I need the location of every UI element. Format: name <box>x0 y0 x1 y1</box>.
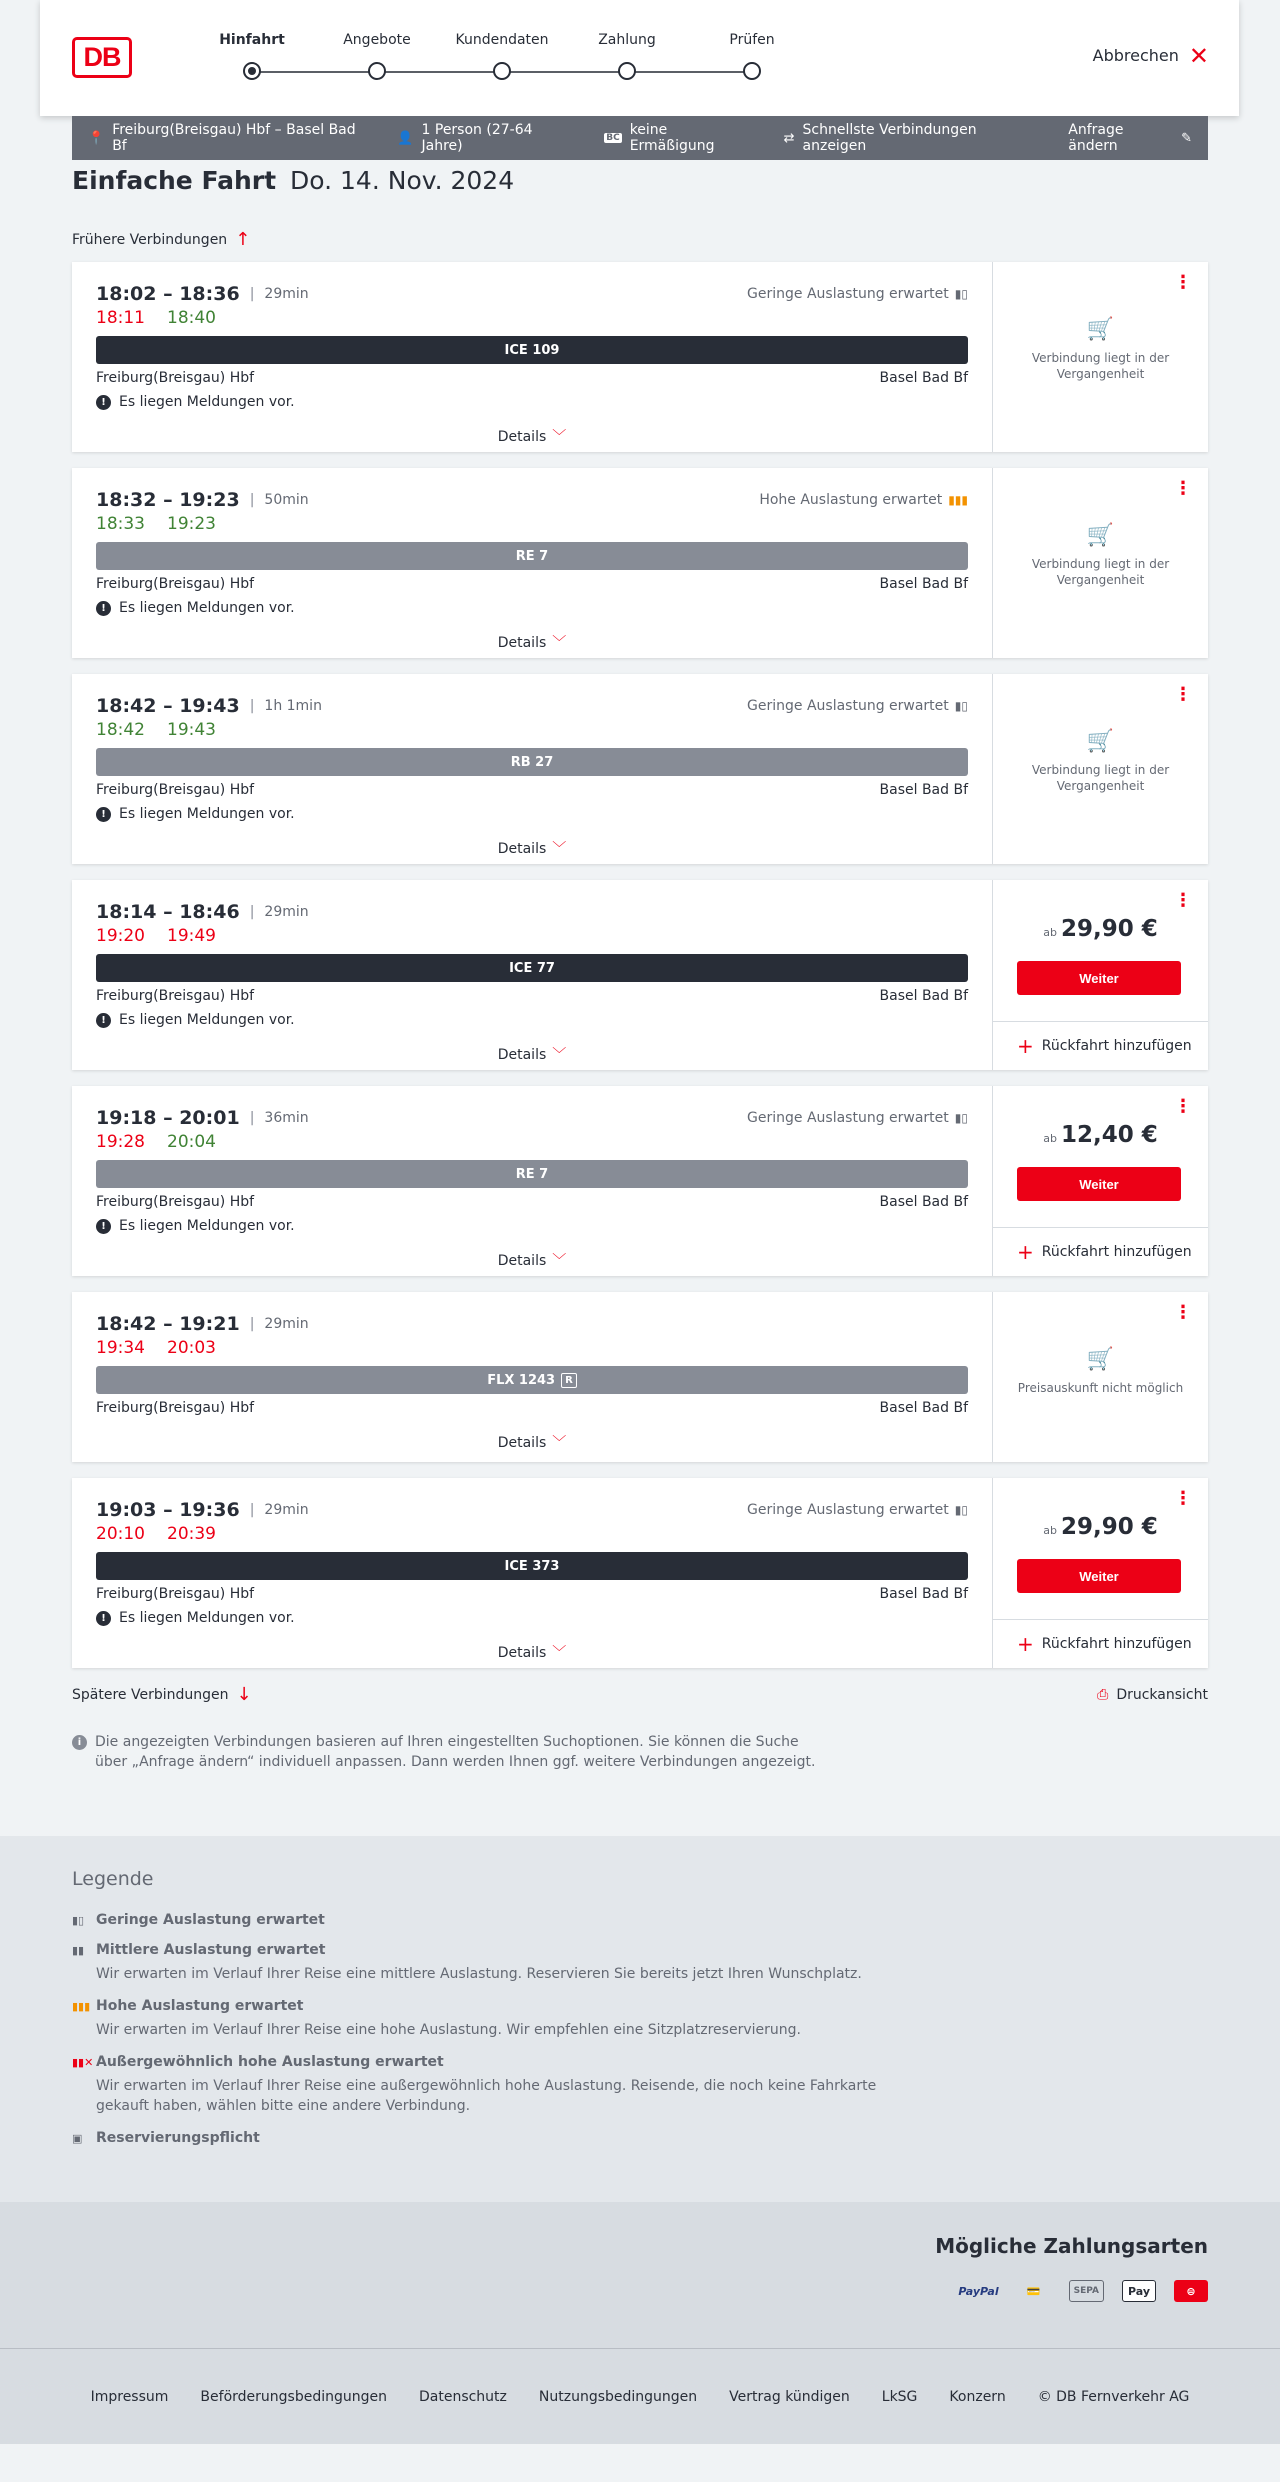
legend-item <box>72 1912 1208 1928</box>
alert-icon: ! <box>96 1013 111 1028</box>
legend-item <box>72 1998 1208 2040</box>
train-bar <box>96 542 968 570</box>
alert-icon: ! <box>96 1611 111 1626</box>
legend-item-title: Hohe Auslastung erwartet <box>96 1998 304 2014</box>
alert-icon: ! <box>96 807 111 822</box>
messages-label: Es liegen Meldungen vor. <box>119 1218 295 1234</box>
connection-duration: 1h 1min <box>264 698 322 714</box>
more-options-icon[interactable]: ⋮ <box>1174 1302 1192 1323</box>
connection-card[interactable] <box>72 262 1208 452</box>
load-indicator <box>747 698 968 714</box>
more-options-icon[interactable]: ⋮ <box>1174 1488 1192 1509</box>
train-name: ICE 373 <box>504 1558 560 1574</box>
realtime-departure: 18:11 <box>96 308 145 328</box>
price-prefix: ab <box>1043 1524 1057 1537</box>
price-value: 29,90 € <box>1060 1514 1158 1540</box>
train-name: RE 7 <box>515 1166 549 1182</box>
load-indicator <box>747 1502 968 1518</box>
legend-item-title: Mittlere Auslastung erwartet <box>96 1942 326 1958</box>
earlier-connections-link[interactable] <box>72 229 1208 250</box>
price-value: 29,90 € <box>1060 916 1158 942</box>
messages-label: Es liegen Meldungen vor. <box>119 1610 295 1626</box>
more-options-icon[interactable]: ⋮ <box>1174 272 1192 293</box>
earlier-label: Frühere Verbindungen <box>72 232 228 248</box>
continue-button[interactable]: Weiter <box>1017 1559 1181 1593</box>
past-label: Verbindung liegt in der Vergangenheit <box>1031 557 1170 587</box>
low-load-icon: ▮▯ <box>954 1111 968 1125</box>
destination-station: Basel Bad Bf <box>879 1400 968 1416</box>
connection-times: 18:14 – 18:46 <box>96 901 240 923</box>
messages-notice <box>96 1606 968 1630</box>
add-return-button[interactable] <box>993 1228 1208 1276</box>
connection-info <box>72 468 992 658</box>
cart-unavailable-icon: 🛒 <box>1086 317 1115 342</box>
connection-card[interactable] <box>72 674 1208 864</box>
messages-label: Es liegen Meldungen vor. <box>119 806 295 822</box>
price-panel <box>992 468 1208 658</box>
alert-icon: ! <box>96 1219 111 1234</box>
destination-station: Basel Bad Bf <box>879 988 968 1004</box>
load-indicator <box>759 492 968 508</box>
realtime-arrival: 19:43 <box>167 720 216 740</box>
add-return-label: Rückfahrt hinzufügen <box>1041 1038 1192 1054</box>
messages-label: Es liegen Meldungen vor. <box>119 1012 295 1028</box>
person-icon: 👤 <box>397 130 414 146</box>
realtime-arrival: 18:40 <box>167 308 216 328</box>
header <box>40 0 1239 116</box>
close-icon: ✕ <box>1188 41 1209 70</box>
info-text: Die angezeigten Verbindungen basieren auf Ihren eingestellten Suchoptionen. Sie können die Suche über „Anfrage ändern“ individuell anpassen. Dann werden Ihnen ggf. weitere Verbindungen angezeigt. <box>95 1734 816 1770</box>
connection-duration: 29min <box>264 904 309 920</box>
messages-notice <box>96 802 968 826</box>
realtime-departure: 19:20 <box>96 926 145 946</box>
details-label: Details <box>497 1047 547 1063</box>
connection-times: 19:18 – 20:01 <box>96 1107 240 1129</box>
train-bar <box>96 1366 968 1394</box>
train-name: RE 7 <box>515 548 549 564</box>
payment-icons <box>958 2280 1208 2302</box>
travel-date: Do. 14. Nov. 2024 <box>290 166 515 195</box>
realtime-arrival: 19:49 <box>167 926 216 946</box>
load-label: Geringe Auslastung erwartet <box>747 1502 949 1518</box>
connection-info <box>72 1086 992 1276</box>
messages-notice <box>96 1214 968 1238</box>
query-discount-label: keine Ermäßigung <box>629 122 715 154</box>
connection-info <box>72 262 992 452</box>
origin-station: Freiburg(Breisgau) Hbf <box>96 988 255 1004</box>
legend <box>0 1836 1280 2202</box>
load-indicator <box>747 286 968 302</box>
add-return-button[interactable] <box>993 1022 1208 1070</box>
train-name: FLX 1243 <box>487 1372 556 1388</box>
details-toggle[interactable] <box>96 620 968 664</box>
separator: | <box>249 698 255 714</box>
alert-icon: ! <box>96 601 111 616</box>
step-label: Kundendaten <box>455 32 549 48</box>
separator: | <box>249 904 255 920</box>
later-connections-link[interactable] <box>72 1684 252 1705</box>
past-label: Verbindung liegt in der Vergangenheit <box>1031 763 1170 793</box>
chevron-down-icon: ﹀ <box>552 1047 567 1063</box>
connection-duration: 29min <box>264 1316 309 1332</box>
page-title-row <box>72 116 1208 228</box>
connection-card[interactable] <box>72 880 1208 1070</box>
plus-icon: + <box>1017 1034 1034 1058</box>
past-notice <box>993 729 1208 794</box>
add-return-label: Rückfahrt hinzufügen <box>1041 1636 1192 1652</box>
legend-item <box>72 2054 1208 2116</box>
messages-label: Es liegen Meldungen vor. <box>119 394 295 410</box>
legend-title: Legende <box>72 1868 154 1890</box>
no-price-notice <box>993 1347 1208 1396</box>
chevron-down-icon: ﹀ <box>552 635 567 651</box>
step-dot <box>743 62 761 80</box>
step-pruefen[interactable] <box>692 32 812 80</box>
price <box>993 1122 1208 1148</box>
chevron-down-icon: ﹀ <box>552 1253 567 1269</box>
more-options-icon[interactable]: ⋮ <box>1174 684 1192 705</box>
legend-item-title: Außergewöhnlich hohe Auslastung erwartet <box>96 2054 444 2070</box>
price-box <box>993 1478 1208 1620</box>
paypal-icon: PayPal <box>958 2284 999 2298</box>
connection-duration: 50min <box>264 492 309 508</box>
messages-notice <box>96 596 968 620</box>
train-bar <box>96 954 968 982</box>
separator: | <box>249 1110 255 1126</box>
print-view-link[interactable] <box>1097 1687 1208 1703</box>
realtime-arrival: 20:04 <box>167 1132 216 1152</box>
high-load-icon: ▮▮▮ <box>72 1999 91 2013</box>
past-notice <box>993 523 1208 588</box>
plus-icon: + <box>1017 1240 1034 1264</box>
load-label: Geringe Auslastung erwartet <box>747 286 949 302</box>
train-bar <box>96 748 968 776</box>
more-options-icon[interactable]: ⋮ <box>1174 1096 1192 1117</box>
origin-station: Freiburg(Breisgau) Hbf <box>96 370 255 386</box>
footer-copyright: © DB Fernverkehr AG <box>1037 2388 1190 2405</box>
realtime-arrival: 20:03 <box>167 1338 216 1358</box>
no-price-label: Preisauskunft nicht möglich <box>1017 1381 1184 1395</box>
query-fastest-label: Schnellste Verbindungen anzeigen <box>802 122 977 154</box>
legend-item-desc: Wir erwarten im Verlauf Ihrer Reise eine hohe Auslastung. Wir empfehlen eine Sitzplatzreservierung. <box>96 2022 801 2038</box>
apple-pay-label: Pay <box>1127 2284 1150 2298</box>
origin-station: Freiburg(Breisgau) Hbf <box>96 576 255 592</box>
legend-item-desc: Wir erwarten im Verlauf Ihrer Reise eine mittlere Auslastung. Reservieren Sie bereits jetzt Ihren Wunschplatz. <box>96 1966 862 1982</box>
separator: | <box>249 1316 255 1332</box>
query-passengers-label: 1 Person (27-64 Jahre) <box>421 122 533 154</box>
print-icon: ⎙ <box>1097 1687 1109 1703</box>
footer-link-konzern[interactable]: Konzern <box>949 2388 1006 2405</box>
realtime-departure: 18:42 <box>96 720 145 740</box>
bahncard-icon: BC <box>606 133 620 143</box>
page-title: Einfache Fahrt <box>72 166 277 195</box>
legend-item-title: Reservierungspflicht <box>96 2130 260 2146</box>
chevron-down-icon: ﹀ <box>552 1645 567 1661</box>
legend-item-title: Geringe Auslastung erwartet <box>96 1912 325 1928</box>
more-options-icon[interactable]: ⋮ <box>1174 478 1192 499</box>
reservation-required-icon: R <box>561 1373 577 1388</box>
footer-link-datenschutz[interactable]: Datenschutz <box>418 2388 507 2405</box>
details-label: Details <box>497 841 547 857</box>
cart-unavailable-icon: 🛒 <box>1086 1347 1115 1372</box>
connection-info <box>72 1292 992 1462</box>
load-indicator <box>747 1110 968 1126</box>
cart-unavailable-icon: 🛒 <box>1086 523 1115 548</box>
plus-icon: + <box>1017 1632 1034 1656</box>
details-toggle[interactable] <box>96 1630 968 1674</box>
load-label: Geringe Auslastung erwartet <box>747 1110 949 1126</box>
cancel-button[interactable] <box>1092 41 1209 70</box>
step-kundendaten[interactable] <box>442 32 562 80</box>
price-box <box>993 880 1208 1022</box>
add-return-label: Rückfahrt hinzufügen <box>1041 1244 1192 1260</box>
load-label: Hohe Auslastung erwartet <box>759 492 943 508</box>
details-label: Details <box>497 1645 547 1661</box>
realtime-departure: 19:28 <box>96 1132 145 1152</box>
train-name: ICE 109 <box>504 342 560 358</box>
train-bar <box>96 336 968 364</box>
details-toggle[interactable] <box>96 1238 968 1282</box>
train-bar <box>96 1160 968 1188</box>
print-label: Druckansicht <box>1116 1687 1208 1703</box>
connection-times: 18:42 – 19:43 <box>96 695 240 717</box>
credit-card-icon: 💳 <box>1026 2284 1041 2298</box>
connection-card[interactable] <box>72 1292 1208 1462</box>
continue-button[interactable]: Weiter <box>1017 961 1181 995</box>
payment-methods <box>0 2202 1280 2348</box>
origin-station: Freiburg(Breisgau) Hbf <box>96 1400 255 1416</box>
connection-times: 18:42 – 19:21 <box>96 1313 240 1335</box>
destination-station: Basel Bad Bf <box>879 782 968 798</box>
price-panel <box>992 1478 1208 1668</box>
details-label: Details <box>497 429 547 445</box>
header-area <box>0 0 1280 154</box>
sepa-icon: SEPA <box>1069 2280 1104 2302</box>
price-prefix: ab <box>1043 1132 1057 1145</box>
info-icon: i <box>72 1735 87 1750</box>
footer-link-lksg[interactable]: LkSG <box>881 2388 918 2405</box>
alert-icon: ! <box>96 395 111 410</box>
messages-notice <box>96 1008 968 1032</box>
low-load-icon: ▮▯ <box>954 699 968 713</box>
connection-times: 18:32 – 19:23 <box>96 489 240 511</box>
footer-link-befoerderungsbedingungen[interactable]: Beförderungsbedingungen <box>200 2388 387 2405</box>
chevron-down-icon: ﹀ <box>552 429 567 445</box>
low-load-icon: ▮▯ <box>954 287 968 301</box>
price <box>993 1514 1208 1540</box>
add-return-button[interactable] <box>993 1620 1208 1668</box>
details-label: Details <box>497 1435 547 1451</box>
query-route-label: Freiburg(Breisgau) Hbf – Basel Bad Bf <box>112 122 356 154</box>
search-info <box>72 1732 832 1772</box>
chevron-down-icon: ﹀ <box>552 841 567 857</box>
destination-station: Basel Bad Bf <box>879 576 968 592</box>
connection-info <box>72 1478 992 1668</box>
realtime-arrival: 20:39 <box>167 1524 216 1544</box>
realtime-departure: 19:34 <box>96 1338 145 1358</box>
connection-times: 19:03 – 19:36 <box>96 1499 240 1521</box>
step-dot <box>493 62 511 80</box>
cancel-label: Abbrechen <box>1092 46 1179 65</box>
connection-duration: 29min <box>264 286 309 302</box>
past-label: Verbindung liegt in der Vergangenheit <box>1031 351 1170 381</box>
low-load-icon: ▮▯ <box>954 1503 968 1517</box>
payment-title: Mögliche Zahlungsarten <box>935 2234 1208 2258</box>
step-zahlung[interactable] <box>567 32 687 80</box>
origin-station: Freiburg(Breisgau) Hbf <box>96 1586 255 1602</box>
step-dot <box>243 62 261 80</box>
arrow-up-icon: ↑ <box>235 229 251 250</box>
price-value: 12,40 € <box>1060 1122 1158 1148</box>
messages-label: Es liegen Meldungen vor. <box>119 600 295 616</box>
train-bar <box>96 1552 968 1580</box>
legend-item <box>72 2130 1208 2146</box>
chevron-down-icon: ﹀ <box>552 1435 567 1451</box>
cart-unavailable-icon: 🛒 <box>1086 729 1115 754</box>
continue-button[interactable]: Weiter <box>1017 1167 1181 1201</box>
realtime-arrival: 19:23 <box>167 514 216 534</box>
price-box <box>993 1086 1208 1228</box>
destination-station: Basel Bad Bf <box>879 1586 968 1602</box>
high-load-icon: ▮▮▮ <box>948 493 968 507</box>
details-toggle[interactable] <box>96 826 968 870</box>
price-panel <box>992 674 1208 864</box>
step-hinfahrt[interactable] <box>192 32 312 80</box>
later-label: Spätere Verbindungen <box>72 1687 229 1703</box>
connection-info <box>72 674 992 864</box>
step-label: Zahlung <box>598 32 656 48</box>
price-prefix: ab <box>1043 926 1057 939</box>
step-angebote[interactable] <box>317 32 437 80</box>
reservation-required-icon: ▣ <box>72 2131 83 2145</box>
connection-card[interactable] <box>72 1086 1208 1276</box>
destination-station: Basel Bad Bf <box>879 370 968 386</box>
details-toggle[interactable] <box>96 1032 968 1076</box>
realtime-departure: 20:10 <box>96 1524 145 1544</box>
step-label: Hinfahrt <box>219 32 285 48</box>
later-row <box>72 1684 1208 1706</box>
origin-station: Freiburg(Breisgau) Hbf <box>96 1194 255 1210</box>
connection-info <box>72 880 992 1070</box>
details-toggle[interactable] <box>96 414 968 458</box>
origin-station: Freiburg(Breisgau) Hbf <box>96 782 255 798</box>
separator: | <box>249 1502 255 1518</box>
db-pay-icon: ⊜ <box>1174 2280 1208 2302</box>
train-name: ICE 77 <box>509 960 555 976</box>
footer-link-vertrag-kuendigen[interactable]: Vertrag kündigen <box>729 2388 850 2405</box>
details-label: Details <box>497 635 547 651</box>
step-label: Prüfen <box>729 32 775 48</box>
separator: | <box>249 286 255 302</box>
price-panel <box>992 262 1208 452</box>
train-name: RB 27 <box>510 754 554 770</box>
connection-card[interactable] <box>72 468 1208 658</box>
swap-arrows-icon: ⇄ <box>783 130 795 146</box>
pencil-icon: ✎ <box>1181 130 1193 146</box>
load-label: Geringe Auslastung erwartet <box>747 698 949 714</box>
separator: | <box>249 492 255 508</box>
connection-times: 18:02 – 18:36 <box>96 283 240 305</box>
arrow-down-icon: ↓ <box>236 1684 252 1705</box>
db-logo[interactable]: DB <box>72 37 132 78</box>
price-panel <box>992 1086 1208 1276</box>
progress-stepper <box>180 32 780 92</box>
step-label: Angebote <box>343 32 411 48</box>
realtime-departure: 18:33 <box>96 514 145 534</box>
price-panel <box>992 1292 1208 1462</box>
exceptional-load-icon: ▮▮✕ <box>72 2055 94 2069</box>
apple-pay-icon <box>1122 2280 1156 2302</box>
location-pin-icon: 📍 <box>88 130 105 146</box>
connection-duration: 36min <box>264 1110 309 1126</box>
connection-duration: 29min <box>264 1502 309 1518</box>
main-content <box>0 116 1280 1772</box>
price-panel <box>992 880 1208 1070</box>
step-dot <box>618 62 636 80</box>
messages-notice <box>96 390 968 414</box>
step-dot <box>368 62 386 80</box>
more-options-icon[interactable]: ⋮ <box>1174 890 1192 911</box>
details-toggle[interactable] <box>96 1420 968 1464</box>
medium-load-icon: ▮▮ <box>72 1943 85 1957</box>
price <box>993 916 1208 942</box>
details-label: Details <box>497 1253 547 1269</box>
footer <box>0 2348 1280 2444</box>
past-notice <box>993 317 1208 382</box>
change-request-label: Anfrage ändern <box>1068 122 1124 154</box>
low-load-icon: ▮▯ <box>72 1913 85 1927</box>
legend-item-desc: Wir erwarten im Verlauf Ihrer Reise eine außergewöhnlich hohe Auslastung. Reisende, die noch keine Fahrkarte gekauft haben, wählen bitte eine andere Verbindung. <box>96 2078 877 2114</box>
connection-card[interactable] <box>72 1478 1208 1668</box>
legend-item <box>72 1942 1208 1984</box>
footer-link-nutzungsbedingungen[interactable]: Nutzungsbedingungen <box>538 2388 698 2405</box>
destination-station: Basel Bad Bf <box>879 1194 968 1210</box>
footer-link-impressum[interactable]: Impressum <box>90 2388 169 2405</box>
